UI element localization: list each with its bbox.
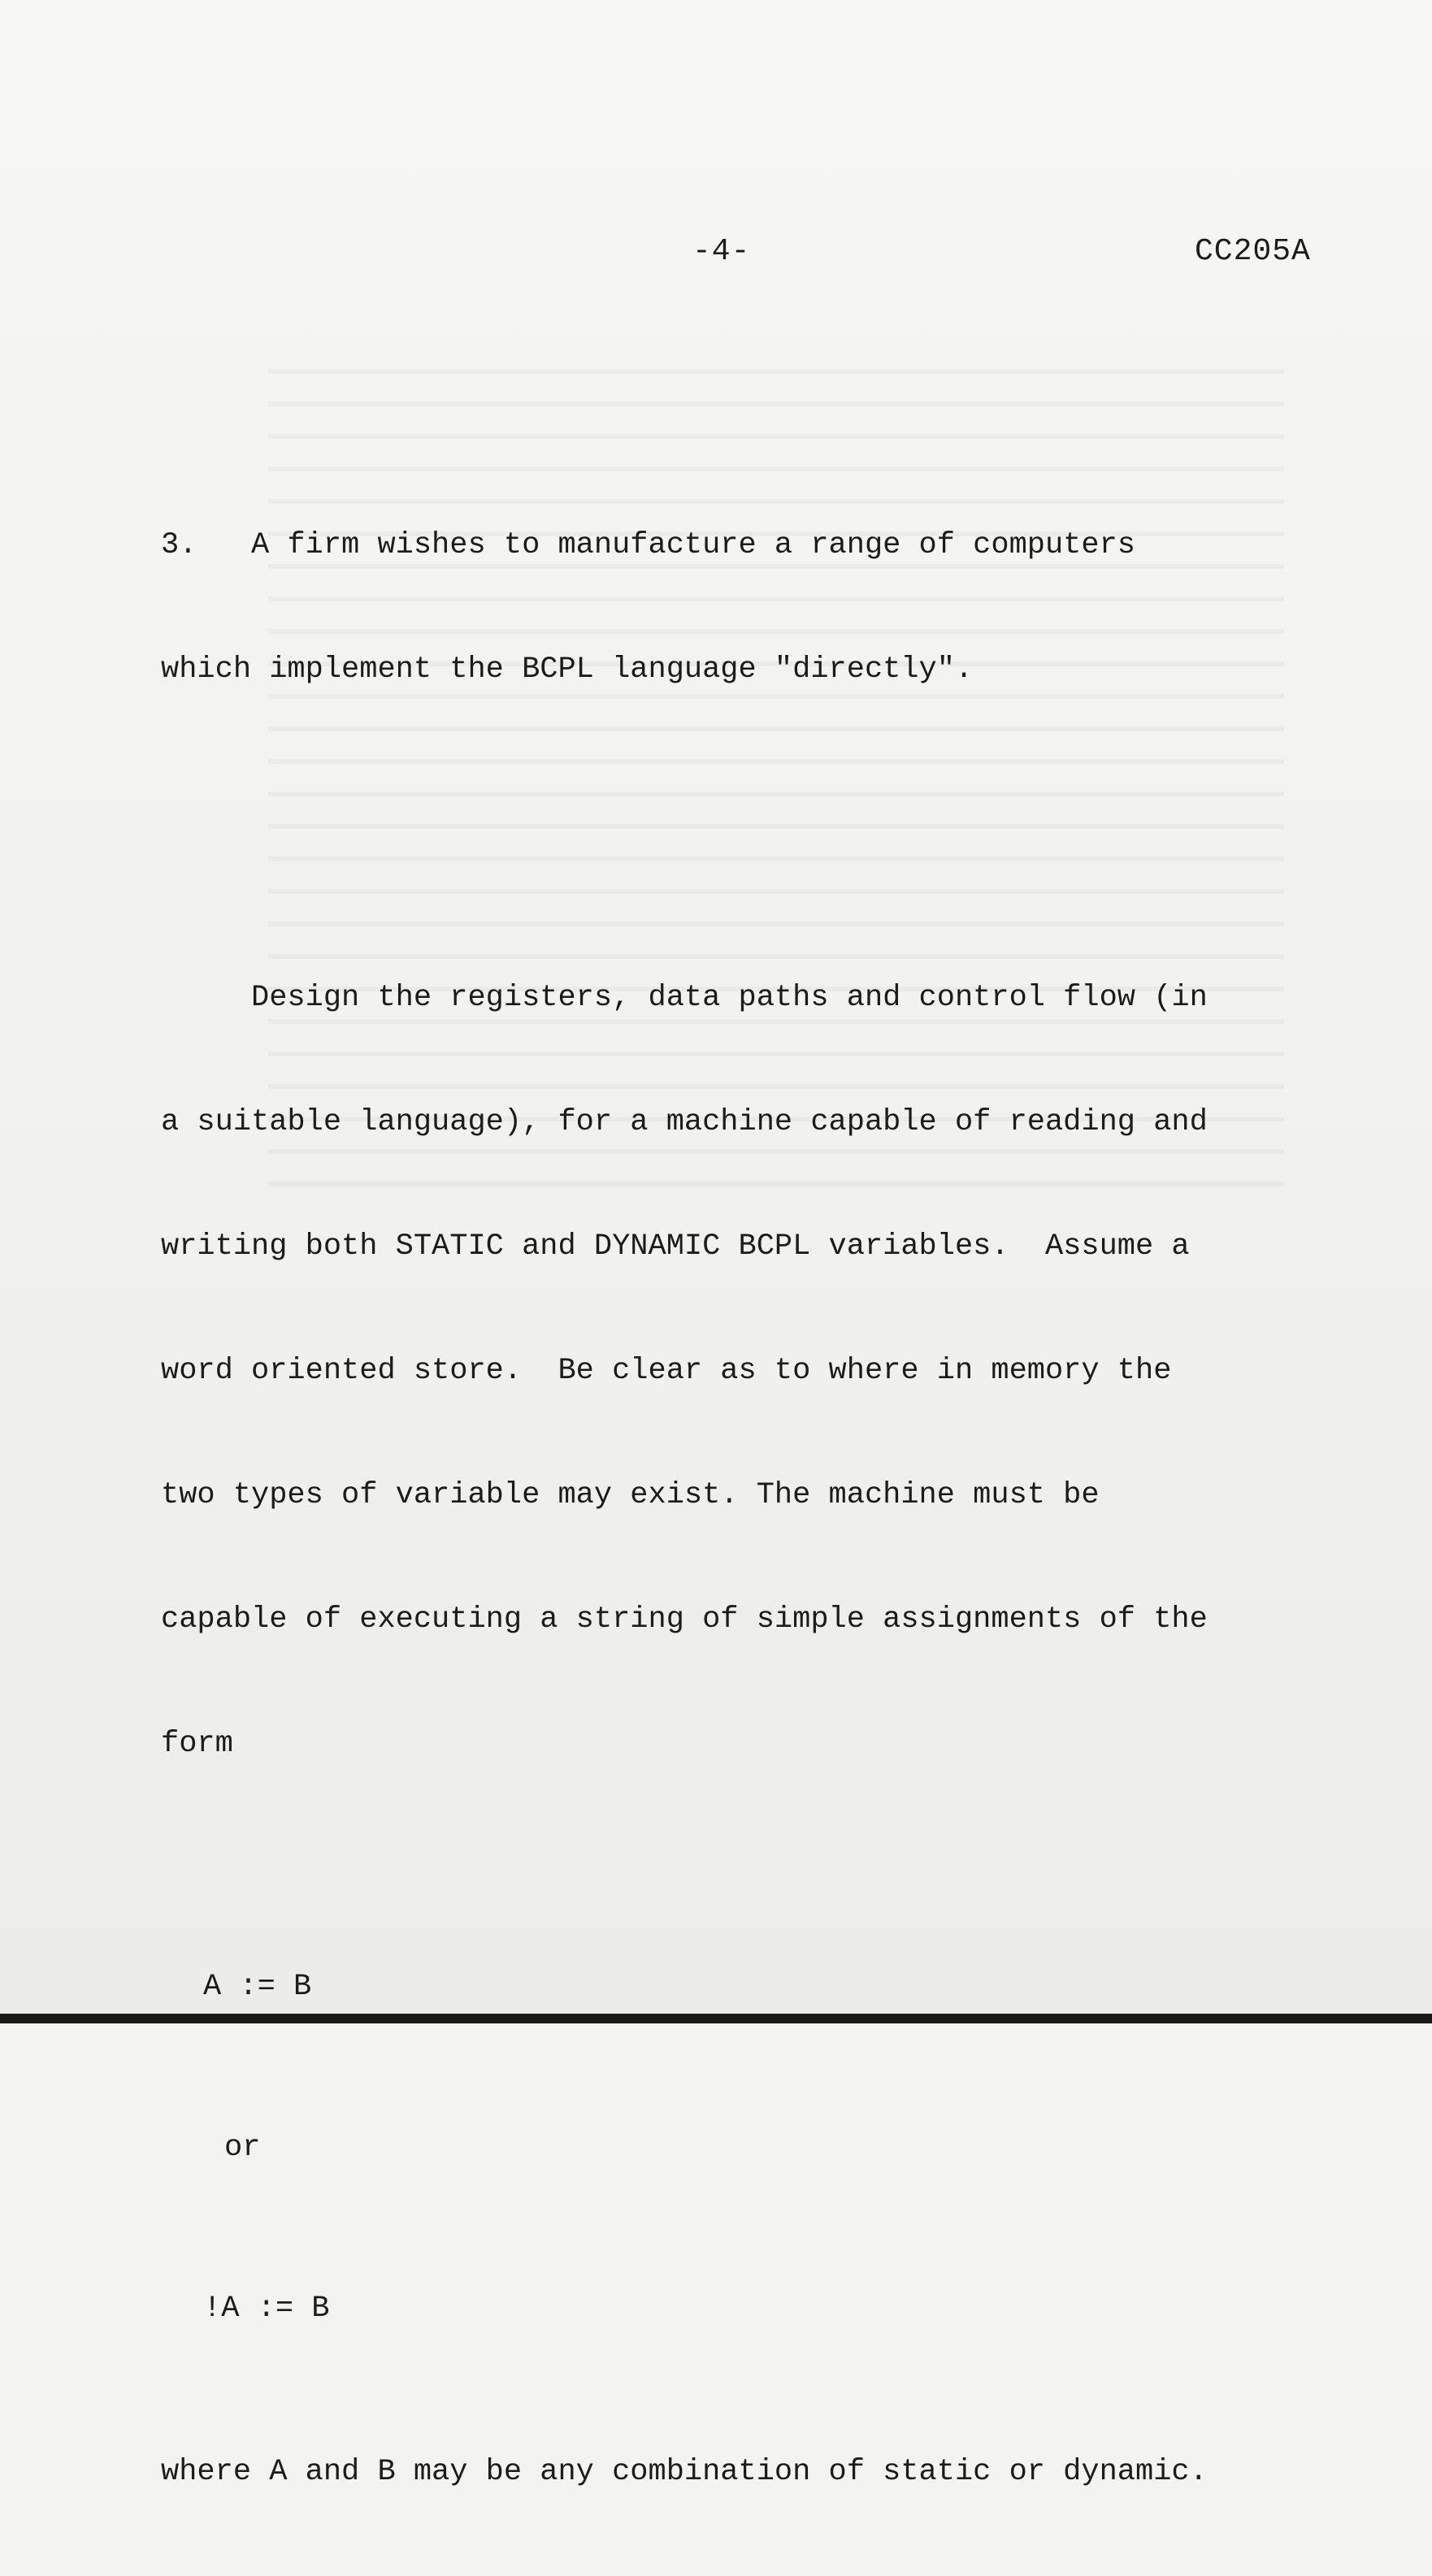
text-line: Design the registers, data paths and control flow (in (161, 981, 1208, 1015)
text-line: form (161, 1727, 233, 1761)
course-code: CC205A (1195, 234, 1311, 269)
text-line: word oriented store. Be clear as to where in memory the (161, 1354, 1172, 1388)
page-header (0, 234, 1432, 275)
closing-sentence: where A and B may be any combination of static or dynamic. (161, 2455, 1208, 2489)
formula-indirect-assignment: !A := B (203, 2292, 330, 2326)
question-intro (161, 442, 1339, 774)
text-line: a suitable language), for a machine capable of reading and (161, 1105, 1208, 1139)
question-body (161, 895, 1339, 1848)
formula-static-assignment: A := B (203, 1970, 312, 2004)
page-bottom-edge (0, 2014, 1432, 2023)
question-3 (161, 359, 1339, 2576)
text-line: two types of variable may exist. The machine must be (161, 1478, 1100, 1512)
text-line: capable of executing a string of simple assignments of the (161, 1602, 1208, 1637)
text-line: which implement the BCPL language "directly". (161, 653, 974, 687)
page-number: -4- (692, 234, 751, 269)
or-separator: or (224, 2131, 261, 2165)
text-line: 3. A firm wishes to manufacture a range of computers (161, 528, 1135, 562)
text-line: writing both STATIC and DYNAMIC BCPL variables. Assume a (161, 1229, 1190, 1264)
